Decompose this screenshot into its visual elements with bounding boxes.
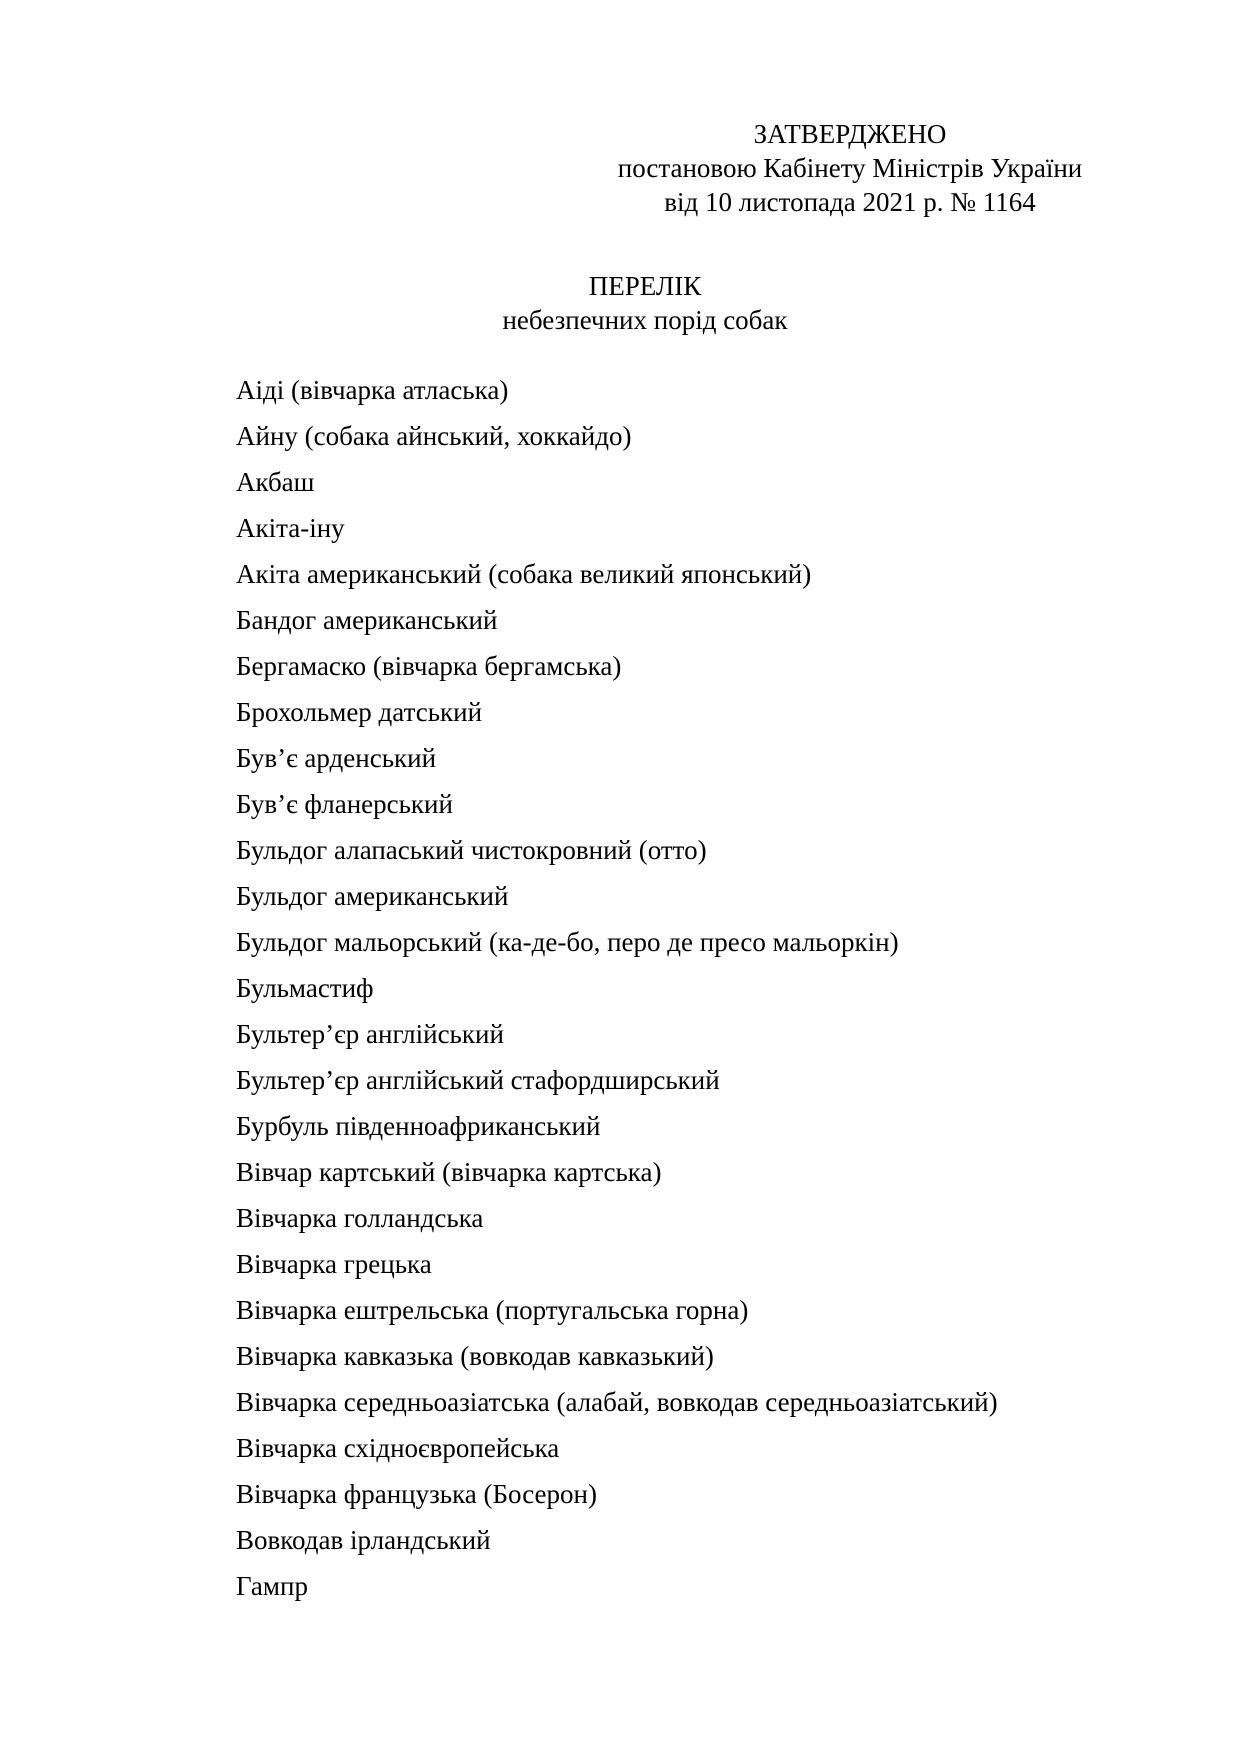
list-item: Був’є фланерський bbox=[236, 789, 453, 819]
list-item: Бандог американський bbox=[236, 605, 498, 635]
list-item: Вівчарка східноєвропейська bbox=[236, 1433, 560, 1463]
approval-title: ЗАТВЕРДЖЕНО bbox=[753, 119, 947, 149]
list-item: Вівчарка голландська bbox=[236, 1203, 484, 1233]
approval-authority: постановою Кабінету Міністрів України bbox=[617, 153, 1083, 183]
list-item: Бурбуль південноафриканський bbox=[236, 1111, 601, 1141]
approval-stamp bbox=[590, 117, 1110, 219]
list-item: Вовкодав ірландський bbox=[236, 1525, 491, 1555]
list-item: Брохольмер датський bbox=[236, 697, 483, 727]
list-item: Бергамаско (вівчарка бергамська) bbox=[236, 651, 622, 681]
list-item: Був’є арденський bbox=[236, 743, 437, 773]
list-item: Бультер’єр англійський стафордширський bbox=[236, 1065, 720, 1095]
list-item: Гампр bbox=[236, 1571, 308, 1601]
document-subtitle: небезпечних порід собак bbox=[502, 305, 788, 335]
list-item: Акіта американський (собака великий японський) bbox=[236, 559, 812, 589]
document-heading bbox=[0, 269, 1240, 337]
approval-date: від 10 листопада 2021 р. № 1164 bbox=[664, 187, 1036, 217]
list-item: Вівчарка ештрельська (португальська горна) bbox=[236, 1295, 749, 1325]
list-item: Бультер’єр англійський bbox=[236, 1019, 504, 1049]
list-item: Вівчарка середньоазіатська (алабай, вовкодав середньоазіатський) bbox=[236, 1387, 998, 1417]
list-item: Аіді (вівчарка атласька) bbox=[236, 375, 509, 405]
list-item: Акбаш bbox=[236, 467, 315, 497]
list-item: Вівчарка грецька bbox=[236, 1249, 432, 1279]
list-item: Айну (собака айнський, хоккайдо) bbox=[236, 421, 632, 451]
list-item: Вівчар картський (вівчарка картська) bbox=[236, 1157, 662, 1187]
document-title: ПЕРЕЛІК bbox=[588, 271, 702, 301]
list-item: Бульдог американський bbox=[236, 881, 509, 911]
list-item: Бульмастиф bbox=[236, 973, 374, 1003]
list-item: Вівчарка кавказька (вовкодав кавказький) bbox=[236, 1341, 714, 1371]
list-item: Бульдог алапаський чистокровний (отто) bbox=[236, 835, 707, 865]
list-item: Вівчарка французька (Босерон) bbox=[236, 1479, 597, 1509]
breed-list bbox=[236, 373, 998, 1615]
list-item: Бульдог мальорський (ка-де-бо, перо де пресо мальоркін) bbox=[236, 927, 899, 957]
list-item: Акіта-іну bbox=[236, 513, 345, 543]
